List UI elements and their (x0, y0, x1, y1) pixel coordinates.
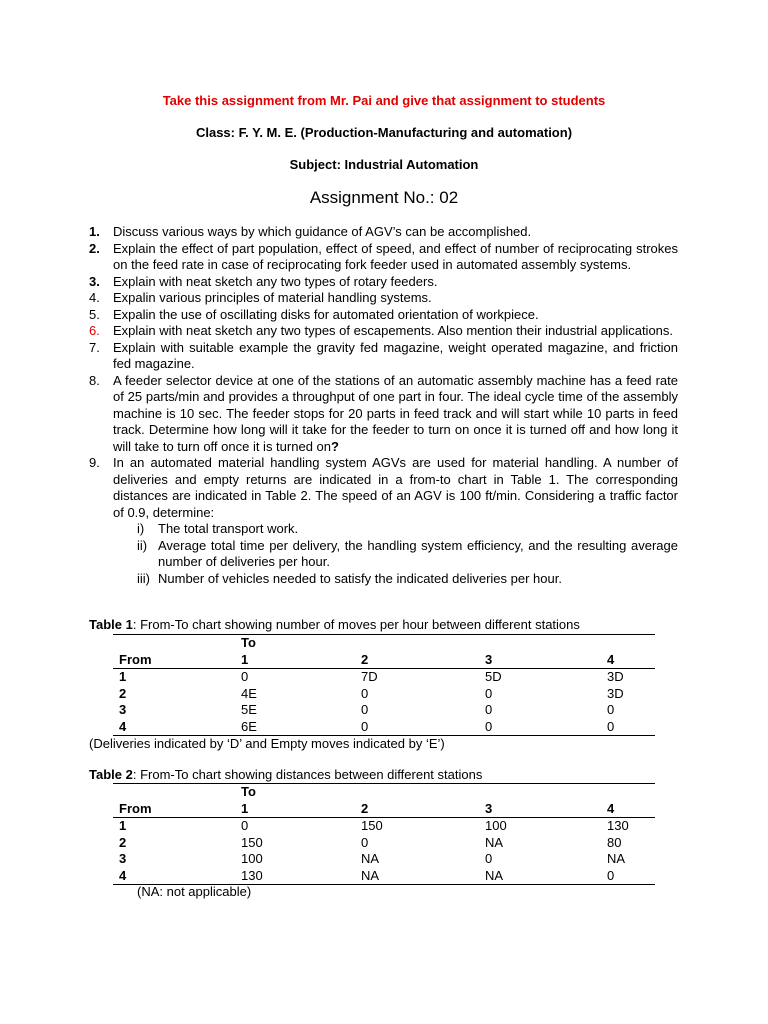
table-from-label: From (113, 652, 235, 669)
sub-question-item (113, 538, 678, 571)
question-text: In an automated material handling system AGVs are used for material handling. A number of deliveries and empty returns are indicated in a from-to chart in Table 1. The corresponding distances are indicated in Table 2. The speed of an AGV is 100 ft/min. Considering a traffic factor of 0.9, determine: (113, 455, 678, 520)
table-cell: 4E (241, 685, 257, 701)
table-cell: 0 (485, 702, 493, 717)
question-list (89, 224, 678, 587)
sub-question-item (113, 521, 678, 538)
table-cell: 0 (479, 719, 601, 736)
question-item (89, 290, 678, 307)
question-text: A feeder selector device at one of the stations of an automatic assembly machine has a feed rate of 25 parts/min and provides a throughput of one part in four. The ideal cycle time of the assembly machine is 10 sec. The feeder stops for 20 parts in feed track and will start while 10 parts in feed track. Determine how long will it take for the feeder to turn on once it is turned off and how long it will take to turn off once it is turned on? (113, 372, 678, 454)
sub-question-text: Average total time per delivery, the handling system efficiency, and the resulting average number of deliveries per hour. (158, 537, 678, 569)
table-column-header: 4 (601, 652, 655, 669)
class-line: Class: F. Y. M. E. (Production-Manufacturing and automation) (195, 125, 573, 140)
question-number: 5. (89, 306, 100, 322)
table-cell: 5E (241, 702, 257, 717)
subject-line: Subject: Industrial Automation (289, 157, 479, 172)
table-row-header: 1 (119, 669, 127, 684)
question-text: Explain with suitable example the gravity fed magazine, weight operated magazine, and friction fed magazine. (113, 339, 678, 371)
table-row-header: 4 (113, 868, 235, 885)
table-to-label: To (235, 784, 355, 801)
table-row (113, 669, 655, 686)
table1-note: (Deliveries indicated by ‘D’ and Empty moves indicated by ‘E’) (89, 736, 445, 751)
question-number: 6. (89, 323, 100, 338)
table-header-row (113, 801, 655, 818)
table-row (113, 868, 655, 885)
table-header-row (113, 652, 655, 669)
table-cell: 80 (607, 834, 622, 850)
question-text: Discuss various ways by which guidance of AGV’s can be accomplished. (113, 224, 532, 239)
question-number: 1. (89, 224, 100, 239)
question-item (89, 274, 678, 291)
table-cell: 0 (485, 851, 493, 866)
sub-question-number: ii) (137, 537, 148, 553)
sub-question-text: Number of vehicles needed to satisfy the indicated deliveries per hour. (158, 570, 562, 586)
table-row (113, 818, 655, 835)
question-item (89, 307, 678, 324)
table-header-row (113, 784, 655, 801)
question-text: Explain with neat sketch any two types of escapements. Also mention their industrial applications. (113, 323, 674, 338)
sub-question-item (113, 571, 678, 588)
table-cell: 0 (361, 685, 369, 701)
table-row (113, 719, 655, 736)
table-row-header: 3 (119, 851, 127, 866)
question-item (89, 373, 678, 456)
question-text: Explain the effect of part population, effect of speed, and effect of number of reciprocating strokes on the feed rate in case of reciprocating fork feeder used in automated assembly systems. (113, 240, 678, 272)
table-cell: 0 (485, 685, 493, 701)
question-text: Expalin the use of oscillating disks for automated orientation of workpiece. (113, 306, 539, 322)
table-cell: 0 (361, 702, 369, 717)
question-item (89, 323, 678, 340)
assignment-notice: Take this assignment from Mr. Pai and give that assignment to students (162, 93, 606, 108)
table-row (113, 686, 655, 703)
table-to-label: To (235, 635, 355, 652)
table-cell: NA (607, 851, 626, 866)
table-cell: 130 (607, 818, 629, 833)
table-from-label: From (113, 801, 235, 818)
table2 (113, 783, 655, 885)
table-column-header: 3 (479, 801, 601, 818)
table-cell: 150 (361, 818, 383, 833)
question-number: 7. (89, 339, 100, 355)
table-cell: 6E (235, 719, 355, 736)
sub-question-number: i) (137, 521, 145, 536)
question-number: 8. (89, 372, 100, 388)
question-text: Expalin various principles of material handling systems. (113, 290, 432, 305)
table-cell: NA (479, 868, 601, 885)
table-cell: 0 (601, 719, 655, 736)
table-column-header: 2 (355, 652, 479, 669)
table-cell: 100 (485, 818, 507, 833)
table-cell: 0 (361, 834, 369, 850)
table-row-header: 4 (113, 719, 235, 736)
table-cell: NA (361, 851, 380, 866)
question-item (89, 455, 678, 587)
table-column-header: 2 (355, 801, 479, 818)
table-column-header: 4 (601, 801, 655, 818)
table2-note: (NA: not applicable) (137, 884, 252, 899)
table-row-header: 2 (119, 685, 127, 701)
sub-question-number: iii) (137, 570, 150, 586)
table-row-header: 2 (119, 834, 127, 850)
question-number: 2. (89, 240, 100, 256)
table-column-header: 1 (235, 801, 355, 818)
table-cell: 0 (607, 702, 615, 717)
table-cell: 150 (241, 834, 263, 850)
table-header-row (113, 635, 655, 652)
question-text: Explain with neat sketch any two types of rotary feeders. (113, 273, 438, 289)
table1-caption: Table 1: From-To chart showing number of moves per hour between different stations (89, 617, 580, 632)
table-row (113, 702, 655, 719)
table-cell: 3D (607, 669, 624, 684)
question-item (89, 340, 678, 373)
table-cell: 130 (235, 868, 355, 885)
table1 (113, 634, 655, 736)
table-cell: 0 (355, 719, 479, 736)
table2-caption: Table 2: From-To chart showing distances between different stations (89, 767, 483, 782)
table-cell: 3D (607, 685, 624, 701)
table-cell: 0 (241, 669, 249, 684)
table-cell: 5D (485, 669, 502, 684)
question-number: 3. (89, 273, 100, 289)
table-cell: NA (485, 834, 504, 850)
question-item (89, 241, 678, 274)
question-item (89, 224, 678, 241)
table-cell: 0 (601, 868, 655, 885)
table-cell: 0 (241, 818, 249, 833)
table-row-header: 1 (119, 818, 127, 833)
sub-question-text: The total transport work. (158, 521, 299, 536)
table-row (113, 851, 655, 868)
table-cell: 100 (241, 851, 263, 866)
assignment-title: Assignment No.: 02 (309, 188, 459, 207)
table-cell: NA (355, 868, 479, 885)
question-number: 9. (89, 455, 100, 470)
question-number: 4. (89, 290, 100, 305)
table-row (113, 835, 655, 852)
sub-question-list (113, 521, 678, 587)
table-column-header: 1 (235, 652, 355, 669)
table-row-header: 3 (119, 702, 127, 717)
table-column-header: 3 (479, 652, 601, 669)
table-cell: 7D (361, 669, 378, 684)
